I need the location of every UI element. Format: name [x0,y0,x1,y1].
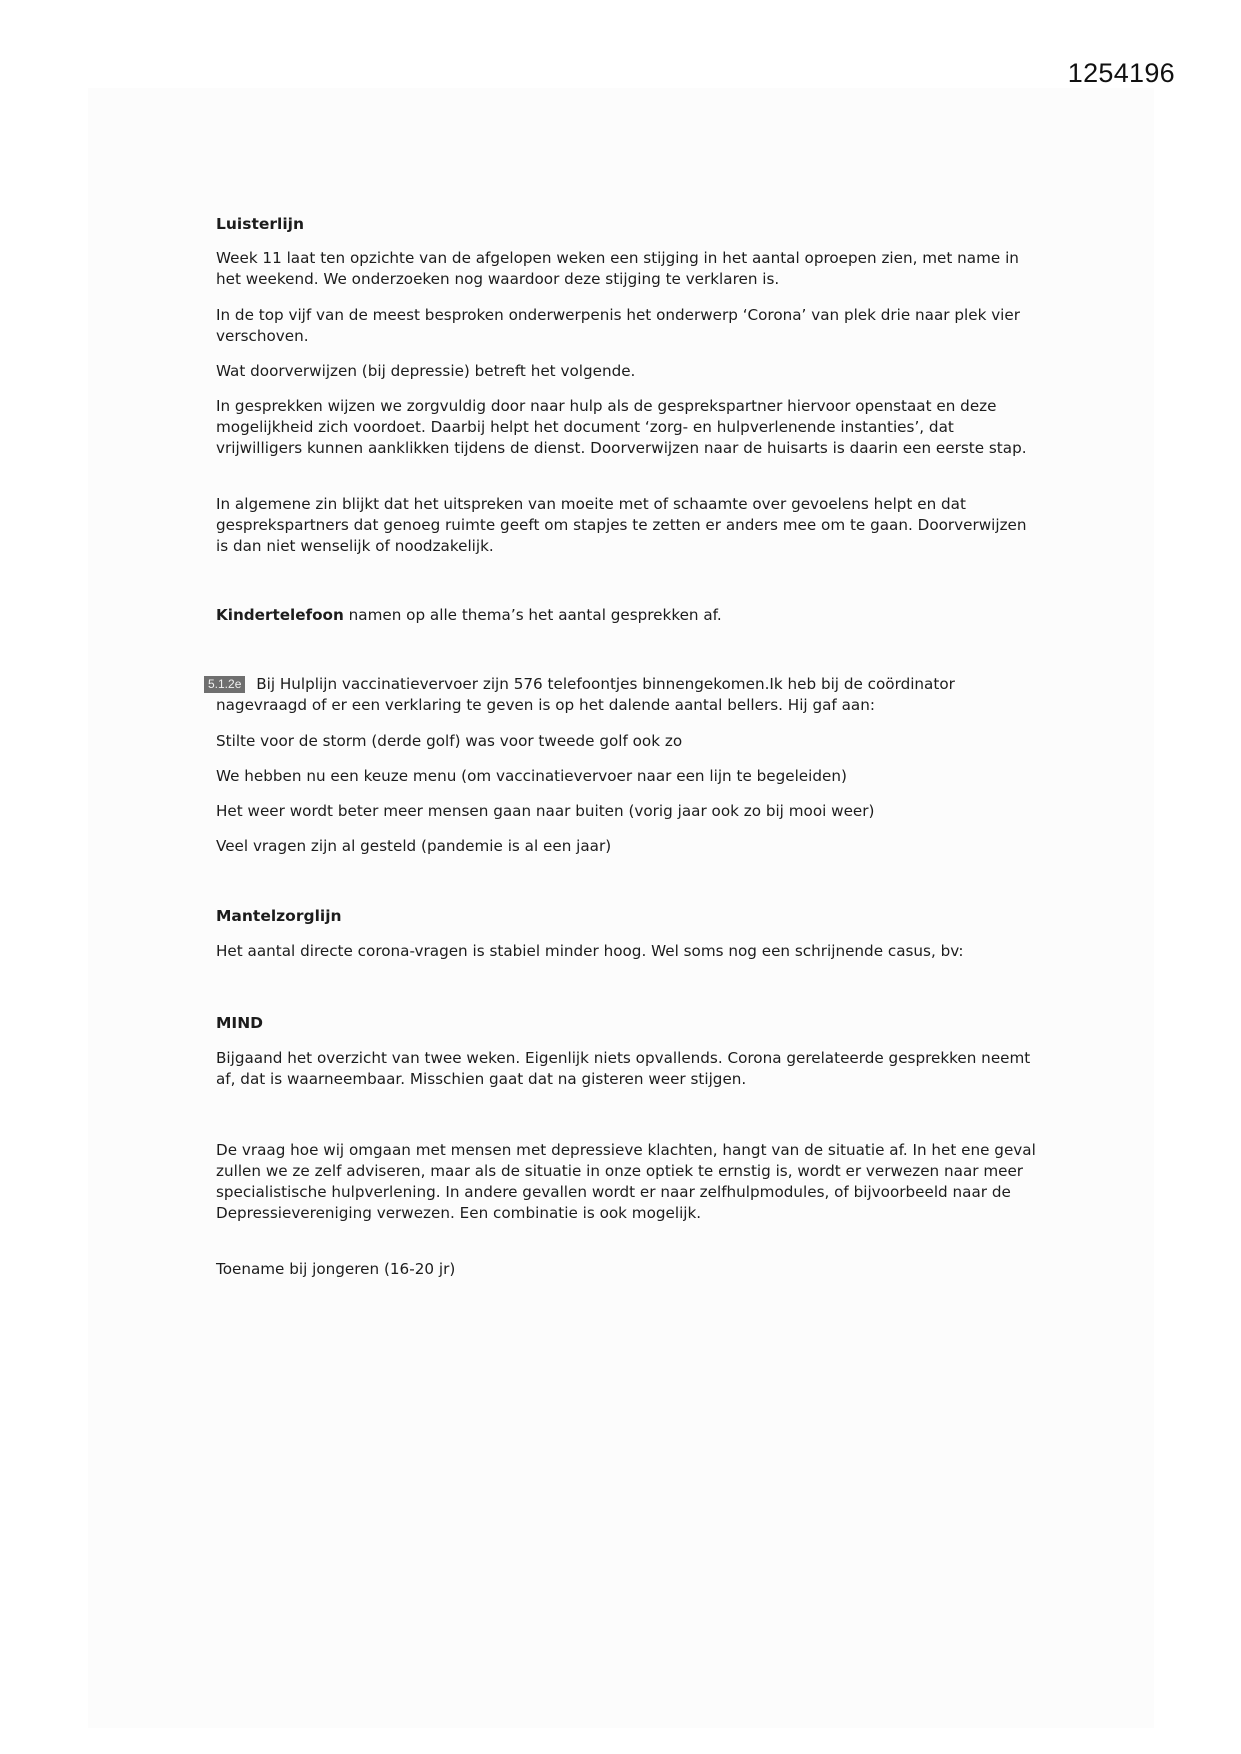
hulplijn-intro: Bij Hulplijn vaccinatievervoer zijn 576 telefoontjes binnengekomen.Ik heb bij de coördinator nagevraagd of er een verklaring te geven is op het dalende aantal bellers. Hij gaf aan: [216,675,955,714]
mind-paragraph-1 [216,1048,1036,1090]
hulplijn-reason-1 [216,731,1036,752]
kindertelefoon-text: namen op alle thema’s het aantal gesprekken af. [343,606,722,624]
section-heading-kindertelefoon: Kindertelefoon [216,606,344,624]
luisterlijn-paragraph-3 [216,361,1036,382]
paragraph-text: Bijgaand het overzicht van twee weken. Eigenlijk niets opvallends. Corona gerelateerde gesprekken neemt af, dat is waarneembaar. Misschien gaat dat na gisteren weer stijgen. [216,1049,1031,1088]
mind-paragraph-3 [216,1259,1036,1280]
luisterlijn-paragraph-1 [216,248,1036,290]
redaction-tag: 5.1.2e [204,676,245,693]
section-mind [216,1013,1036,1034]
reason-text: We hebben nu een keuze menu (om vaccinatievervoer naar een lijn te begeleiden) [216,767,847,785]
document-number: 1254196 [1067,58,1175,88]
paragraph-text: Wat doorverwijzen (bij depressie) betreft het volgende. [216,362,636,380]
section-mantelzorglijn [216,906,1036,927]
luisterlijn-paragraph-4 [216,396,1036,459]
section-heading-mantelzorglijn: Mantelzorglijn [216,907,342,925]
hulplijn-reason-4 [216,836,1036,857]
luisterlijn-paragraph-2 [216,305,1036,347]
reason-text: Het weer wordt beter meer mensen gaan naar buiten (vorig jaar ook zo bij mooi weer) [216,802,875,820]
paragraph-text: In gesprekken wijzen we zorgvuldig door naar hulp als de gesprekspartner hiervoor openstaat en deze mogelijkheid zich voordoet. Daarbij helpt het document ‘zorg- en hulpverlenende instanties’, dat vrijwilligers kunnen aanklikken tijdens de dienst. Doorverwijzen naar de huisarts is daarin een eerste stap. [216,397,1027,457]
paragraph-text: In algemene zin blijkt dat het uitspreken van moeite met of schaamte over gevoelens helpt en dat gesprekspartners dat genoeg ruimte geeft om stapjes te zetten er anders mee om te gaan. Doorverwijzen is dan niet wenselijk of noodzakelijk. [216,495,1027,555]
section-heading-luisterlijn: Luisterlijn [216,215,304,233]
hulplijn-reason-3 [216,801,1036,822]
section-kindertelefoon [216,605,1036,626]
paragraph-text: Week 11 laat ten opzichte van de afgelopen weken een stijging in het aantal oproepen zien, met name in het weekend. We onderzoeken nog waardoor deze stijging te verklaren is. [216,249,1019,288]
section-hulplijn [208,674,1036,716]
luisterlijn-paragraph-5 [216,494,1036,557]
hulplijn-reason-2 [216,766,1036,787]
section-heading-mind: MIND [216,1014,264,1032]
paragraph-text: Het aantal directe corona-vragen is stabiel minder hoog. Wel soms nog een schrijnende casus, bv: [216,942,964,960]
paragraph-text: Toename bij jongeren (16-20 jr) [216,1260,456,1278]
reason-text: Stilte voor de storm (derde golf) was voor tweede golf ook zo [216,732,683,750]
mind-paragraph-2 [216,1140,1036,1224]
mantelzorglijn-text [216,941,1036,962]
paragraph-text: De vraag hoe wij omgaan met mensen met depressieve klachten, hangt van de situatie af. In het ene geval zullen we ze zelf adviseren, maar als de situatie in onze optiek te ernstig is, wordt er verwezen naar meer specialistische hulpverlening. In andere gevallen wordt er naar zelfhulpmodules, of bijvoorbeeld naar de Depressievereniging verwezen. Een combinatie is ook mogelijk. [216,1141,1036,1222]
section-luisterlijn [216,214,1036,235]
reason-text: Veel vragen zijn al gesteld (pandemie is al een jaar) [216,837,612,855]
paragraph-text: In de top vijf van de meest besproken onderwerpenis het onderwerp ‘Corona’ van plek drie naar plek vier verschoven. [216,306,1020,345]
